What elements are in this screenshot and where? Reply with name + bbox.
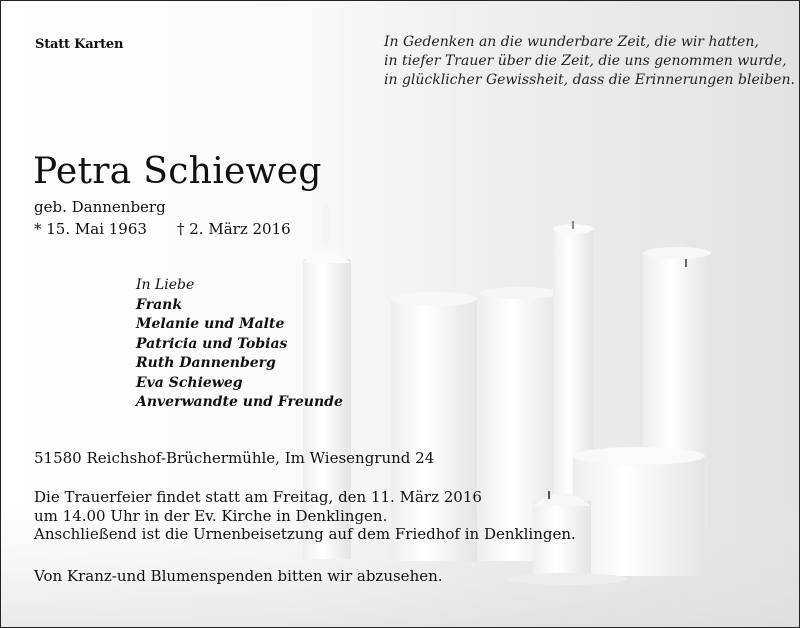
maiden-name: geb. Dannenberg: [34, 198, 166, 216]
family-address: 51580 Reichshof-Brüchermühle, Im Wiesengrund 24: [34, 449, 435, 467]
flowers-note: Von Kranz-und Blumenspenden bitten wir abzusehen.: [34, 567, 443, 585]
mourner-name: Ruth Dannenberg: [136, 355, 276, 371]
service-line: um 14.00 Uhr in der Ev. Kirche in Denklingen.: [34, 506, 388, 525]
death-date: † 2. März 2016: [177, 220, 291, 238]
mourner-name: Eva Schieweg: [136, 374, 243, 391]
poem-line: in glücklicher Gewissheit, dass die Erinnerungen bleiben.: [384, 72, 795, 88]
deceased-name: Petra Schieweg: [33, 151, 322, 192]
mourner-name: Melanie und Malte: [136, 316, 285, 332]
mourners-list: [136, 276, 343, 413]
mourner-name: Patricia und Tobias: [136, 335, 288, 352]
poem-line: in tiefer Trauer über die Zeit, die uns genommen wurde,: [384, 53, 787, 69]
poem-line: In Gedenken an die wunderbare Zeit, die wir hatten,: [384, 34, 759, 50]
mourner-name: Anverwandte und Freunde: [136, 394, 343, 410]
mourner-name: Frank: [136, 296, 183, 313]
service-line: Die Trauerfeier findet statt am Freitag, den 11. März 2016: [34, 488, 482, 506]
birth-date: * 15. Mai 1963: [34, 220, 147, 238]
service-line: Anschließend ist die Urnenbeisetzung auf dem Friedhof in Denklingen.: [34, 525, 576, 543]
service-info: [34, 488, 576, 544]
statt-karten-label: Statt Karten: [35, 37, 124, 52]
candle-short-wide: [573, 447, 705, 576]
poem: [384, 33, 795, 90]
mourners-intro: In Liebe: [136, 277, 195, 293]
